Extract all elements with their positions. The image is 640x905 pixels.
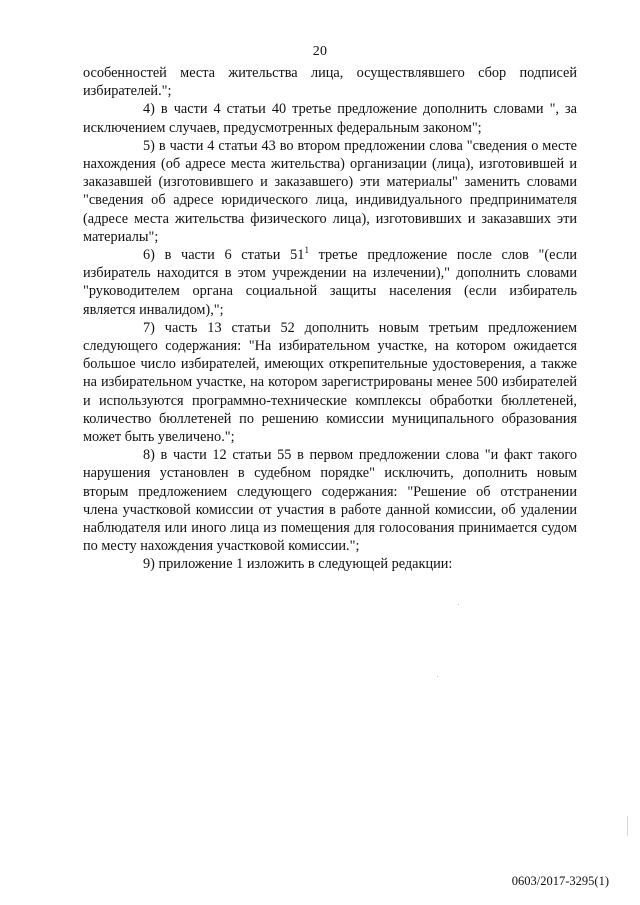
item-6-text-start: 6) в части 6 статьи 51 [143,247,305,264]
scan-speck [437,676,438,677]
paragraph-item-9: 9) приложение 1 изложить в следующей редакции: [143,556,453,573]
paragraph-item-8: 8) в части 12 статьи 55 в первом предложении слова "и факт такого нарушения установлен в судебном порядке" исключить, дополнить новым вторым предложением следующего содержания: "Решение об отстранении члена участковой комиссии от участия в работе данной комиссии, об удалении наблюдателя или иного лица из помещения для голосования принимается судом по месту нахождения участковой комиссии."; [83,447,577,555]
article-superscript: 1 [304,245,309,256]
page-number: 20 [312,44,328,59]
paragraph-item-5: 5) в части 4 статьи 43 во втором предложении слова "сведения о месте нахождения (об адресе места жительства) организации (лица), изготовившей и заказавшей (изготовившего и заказавшего) эти материалы" заменить словами "сведения об адресе юридического лица, индивидуального предпринимателя (адресе места жительства физического лица), изготовивших и заказавших эти материалы"; [83,137,577,245]
paragraph-item-4: 4) в части 4 статьи 40 третье предложение дополнить словами ", за исключением случаев, предусмотренных федеральным законом"; [83,101,577,136]
paragraph-continuation: особенностей места жительства лица, осуществлявшего сбор подписей избирателей."; [83,65,577,100]
document-code: 0603/2017-3295(1) [511,874,609,888]
item-6-text-end: третье предложение после слов "(если избиратель находится в этом учреждении на излечении)," дополнить словами "руководителем органа социальной защиты населения (если избиратель является инвалидом),"; [83,247,577,318]
paragraph-item-6 [83,246,577,319]
paragraph-item-7: 7) часть 13 статьи 52 дополнить новым третьим предложением следующего содержания: "На избирательном участке, на котором ожидается большое число избирателей, имеющих открепительные удостоверения, а также на избирательном участке, на котором зарегистрированы менее 500 избирателей и используются программно-технические комплексы обработки бюллетеней, количество бюллетеней по решению комиссии муниципального образования может быть увеличено."; [83,319,577,446]
scan-speck [458,604,459,605]
document-body [83,64,577,574]
scan-edge-mark [627,816,628,836]
